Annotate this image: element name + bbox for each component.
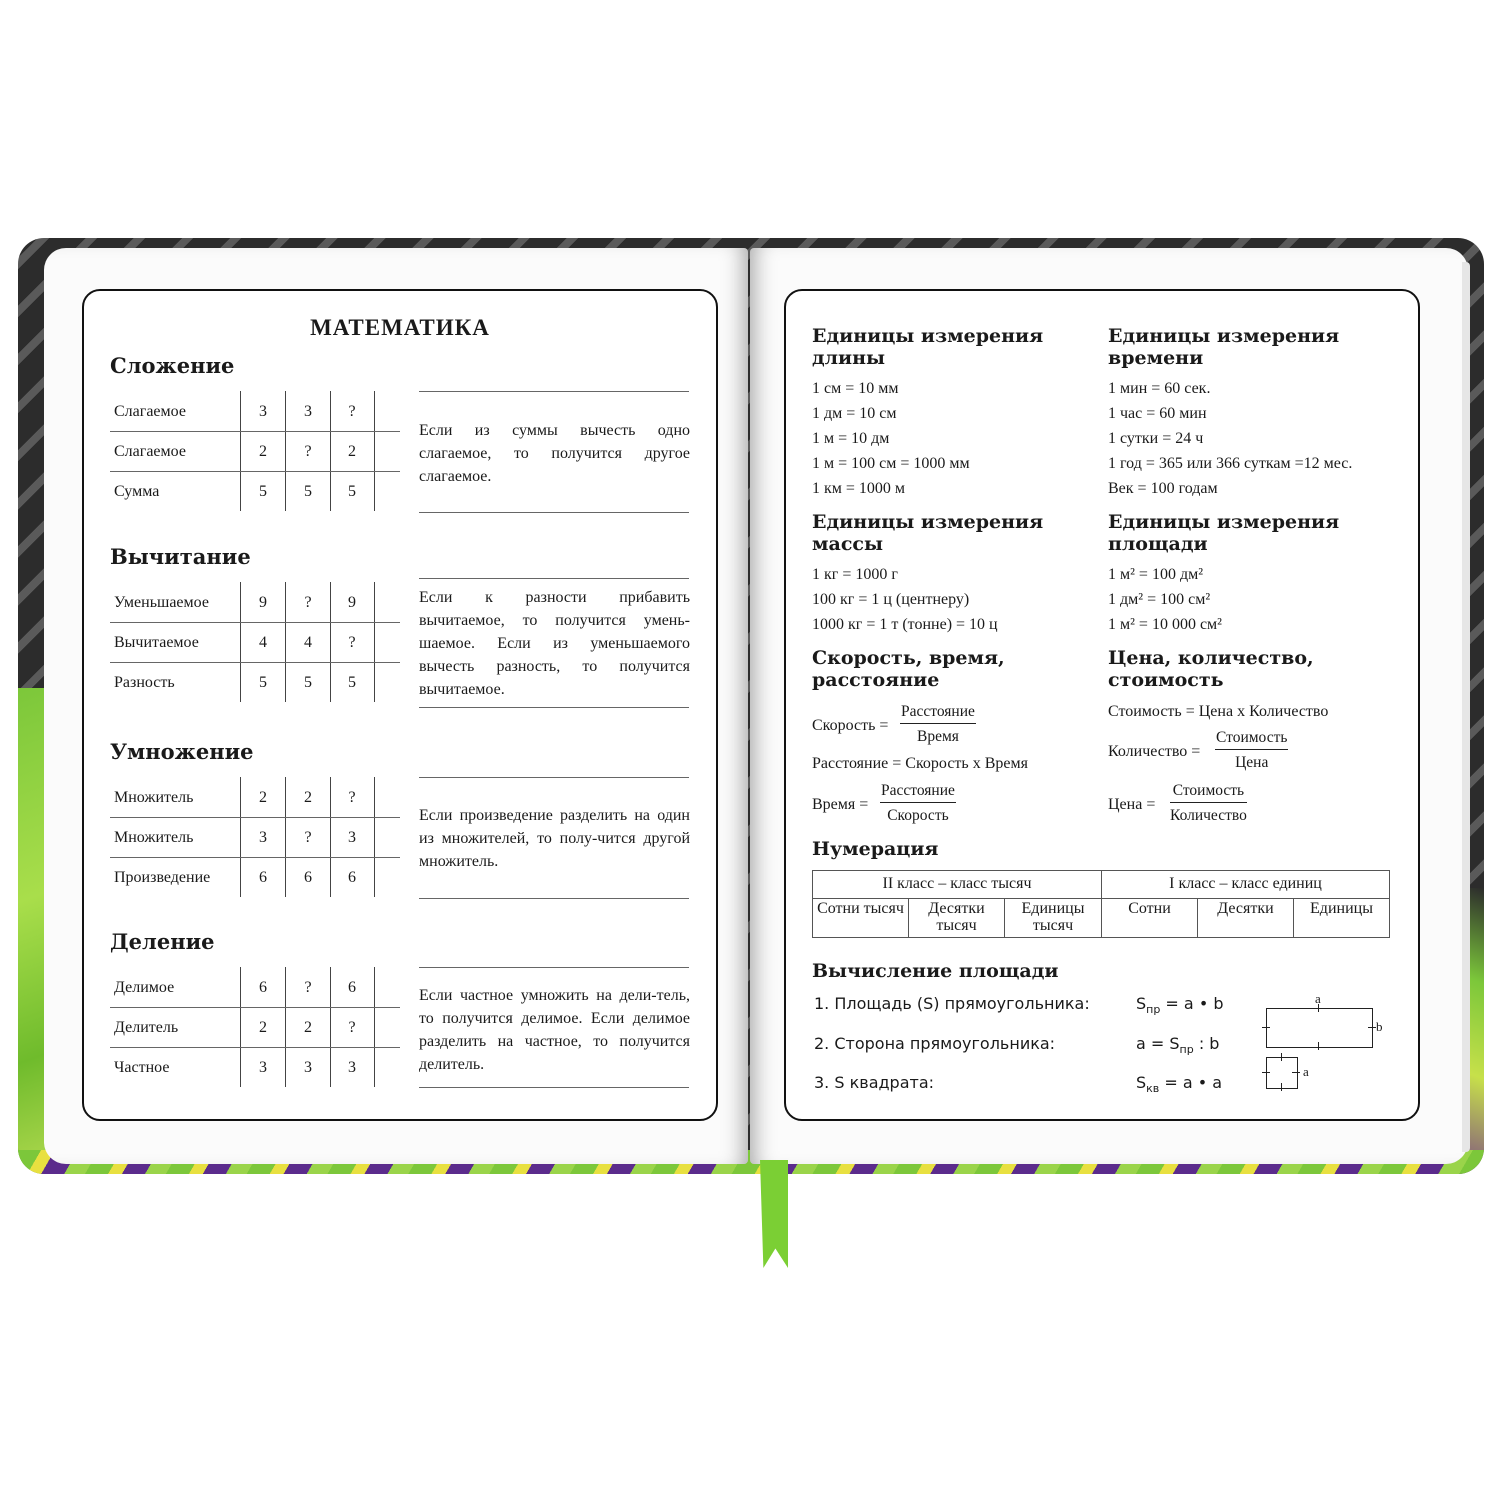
table-cell: ?	[348, 634, 356, 651]
table-cell: 3	[304, 1059, 312, 1076]
rule-text: Если частное умножить на дели-тель, то получится делимое. Если делимое разделить на частное, то получится делитель.	[419, 987, 690, 1073]
table-cell: 3	[304, 403, 312, 420]
table-cell: 3	[259, 403, 267, 420]
length-line: 1 км = 1000 м	[812, 480, 906, 497]
table-cell: 4	[259, 634, 267, 651]
row-label: Делимое	[114, 979, 175, 996]
fraction-numerator: Стоимость	[1170, 782, 1247, 803]
table-cell: ?	[348, 403, 356, 420]
row-label: Делитель	[114, 1019, 179, 1036]
table-cell: Единицы	[1310, 900, 1373, 917]
time-line: 1 сутки = 24 ч	[1108, 430, 1204, 447]
table-cell: 6	[348, 869, 356, 886]
table-cell: Сотни тысяч	[813, 899, 909, 938]
rule-line	[419, 391, 689, 392]
table-header: I класс – класс единиц	[1102, 871, 1389, 899]
rectangle-diagram	[1266, 1008, 1373, 1048]
section-title: Умножение	[110, 739, 254, 764]
row-label: Множитель	[114, 829, 194, 846]
price-formula-lhs: Цена =	[1108, 796, 1156, 813]
square-tick	[1292, 1072, 1300, 1073]
table-cell: ?	[304, 829, 312, 846]
table-cell: 3	[348, 829, 356, 846]
table-cell: 6	[259, 979, 267, 996]
side-label-a: a	[1303, 1064, 1309, 1079]
numeration-title: Нумерация	[812, 838, 939, 860]
table-cell: Десятки тысяч	[909, 899, 1005, 938]
math-left-panel	[82, 289, 718, 1121]
rule-line	[419, 777, 689, 778]
length-line: 1 дм = 10 см	[812, 405, 897, 422]
section-division	[84, 867, 716, 1097]
row-label: Сумма	[114, 483, 160, 500]
section-addition	[84, 291, 716, 500]
square-diagram	[1266, 1057, 1298, 1089]
time-line: 1 год = 365 или 366 суткам =12 мес.	[1108, 455, 1353, 472]
fraction-numerator: Расстояние	[900, 703, 976, 724]
time-units-title: Единицы измерения времени	[1108, 325, 1340, 369]
time-formula-lhs: Время =	[812, 796, 869, 813]
length-units-title: Единицы измерения длины	[812, 325, 1044, 369]
row-label: Слагаемое	[114, 443, 186, 460]
page-edges	[1462, 262, 1470, 1152]
square-tick	[1281, 1053, 1282, 1061]
cost-formula: Стоимость = Цена х Количество	[1108, 703, 1329, 720]
rule-line	[419, 1087, 689, 1088]
table-cell: 2	[259, 789, 267, 806]
speed-formula-lhs: Скорость =	[812, 717, 889, 734]
rule-text: Если к разности прибавить вычитаемое, то получится умень-шаемое. Если из уменьшаемого вычесть разность, то получится вычитаемое.	[419, 589, 690, 698]
price-fraction	[1170, 782, 1247, 825]
page-title: МАТЕМАТИКА	[310, 315, 490, 340]
table-divider	[110, 857, 400, 858]
table-cell: ?	[304, 594, 312, 611]
area-calc-title: Вычисление площади	[812, 960, 1059, 982]
row-label: Множитель	[114, 789, 194, 806]
row-label: Слагаемое	[114, 403, 186, 420]
square-tick	[1262, 1072, 1270, 1073]
area-line: 1 дм² = 100 см²	[1108, 591, 1211, 608]
table-cell: 2	[304, 789, 312, 806]
rule-line	[419, 578, 689, 579]
area-item: 2. Сторона прямоугольника:	[814, 1034, 1056, 1053]
fraction-denominator: Количество	[1170, 807, 1247, 824]
table-header: II класс – класс тысяч	[813, 871, 1102, 899]
table-cell: 2	[259, 443, 267, 460]
numeration-table	[812, 870, 1390, 938]
formula-rest: : b	[1193, 1034, 1220, 1053]
speed-fraction	[900, 703, 976, 746]
table-cell: ?	[348, 789, 356, 806]
side-formula	[1136, 1034, 1219, 1056]
time-line: 1 час = 60 мин	[1108, 405, 1207, 422]
area-item: 1. Площадь (S) прямоугольника:	[814, 994, 1090, 1013]
table-cell: 5	[348, 483, 356, 500]
table-cell: 6	[259, 869, 267, 886]
table-cell: 2	[348, 443, 356, 460]
area-line: 1 м² = 10 000 см²	[1108, 616, 1222, 633]
section-subtraction	[84, 482, 716, 698]
formula-rest: = a • a	[1159, 1073, 1223, 1092]
table-cell: 6	[348, 979, 356, 996]
table-cell: 4	[304, 634, 312, 651]
section-title: Вычитание	[110, 544, 251, 569]
time-fraction	[880, 782, 956, 825]
section-title: Сложение	[110, 353, 235, 378]
table-cell: 5	[348, 674, 356, 691]
mass-line: 1000 кг = 1 т (тонне) = 10 ц	[812, 616, 998, 633]
bookmark-ribbon	[760, 1160, 788, 1268]
table-cell: 3	[259, 1059, 267, 1076]
section-multiplication	[84, 677, 716, 886]
formula-symbol: a = S	[1136, 1034, 1180, 1053]
table-cell: 5	[259, 674, 267, 691]
distance-formula: Расстояние = Скорость х Время	[812, 755, 1028, 772]
length-line: 1 м = 10 дм	[812, 430, 890, 447]
quantity-fraction	[1215, 729, 1288, 772]
square-formula	[1136, 1073, 1222, 1095]
table-cell: Сотни	[1102, 899, 1198, 938]
table-cell: 9	[259, 594, 267, 611]
table-cell: 3	[259, 829, 267, 846]
table-cell: 2	[304, 1019, 312, 1036]
time-line: 1 мин = 60 сек.	[1108, 380, 1211, 397]
rectangle-tick	[1262, 1027, 1270, 1028]
table-cell: 9	[348, 594, 356, 611]
rule-text: Если из суммы вычесть одно слагаемое, то получится другое слагаемое.	[419, 422, 690, 485]
square-tick	[1281, 1083, 1282, 1091]
area-line: 1 м² = 100 дм²	[1108, 566, 1204, 583]
table-divider	[110, 471, 400, 472]
table-cell: 5	[304, 674, 312, 691]
fraction-denominator: Время	[916, 728, 959, 745]
formula-subscript: пр	[1146, 1003, 1161, 1017]
row-label: Вычитаемое	[114, 634, 199, 651]
fraction-numerator: Стоимость	[1215, 729, 1288, 750]
side-label-b: b	[1376, 1019, 1383, 1034]
fraction-denominator: Цена	[1235, 754, 1269, 771]
table-divider	[330, 967, 331, 1087]
mass-line: 100 кг = 1 ц (центнеру)	[812, 591, 970, 608]
fraction-denominator: Скорость	[887, 807, 949, 824]
table-divider	[374, 967, 375, 1087]
row-label: Уменьшаемое	[114, 594, 209, 611]
table-cell: Единицы тысяч	[1005, 899, 1102, 938]
table-cell: 6	[304, 869, 312, 886]
row-label: Произведение	[114, 869, 211, 886]
price-title: Цена, количество, стоимость	[1108, 647, 1314, 691]
table-cell: 5	[304, 483, 312, 500]
table-cell: 2	[259, 1019, 267, 1036]
formula-rest: = a • b	[1160, 994, 1224, 1013]
speed-title: Скорость, время, расстояние	[812, 647, 1005, 691]
table-cell: ?	[348, 1019, 356, 1036]
length-line: 1 м = 100 см = 1000 мм	[812, 455, 970, 472]
formula-symbol: S	[1136, 994, 1147, 1013]
table-cell: ?	[304, 979, 312, 996]
table-divider	[240, 967, 241, 1087]
table-cell: Десятки	[1198, 899, 1294, 938]
formula-subscript: кв	[1146, 1082, 1160, 1096]
row-label: Частное	[114, 1059, 170, 1076]
rectangle-tick	[1368, 1027, 1376, 1028]
table-divider	[110, 1007, 400, 1008]
side-label-a: a	[1315, 991, 1321, 1006]
table-divider	[110, 1047, 400, 1048]
table-divider	[110, 817, 400, 818]
length-line: 1 см = 10 мм	[812, 380, 899, 397]
row-label: Разность	[114, 674, 175, 691]
fraction-numerator: Расстояние	[880, 782, 956, 803]
area-formula	[1136, 994, 1224, 1016]
table-divider	[285, 967, 286, 1087]
formula-subscript: пр	[1179, 1043, 1194, 1057]
math-right-panel	[784, 289, 1420, 1121]
table-divider	[110, 662, 400, 663]
mass-units-title: Единицы измерения массы	[812, 511, 1044, 555]
rule-text: Если произведение разделить на один из множителей, то полу-чится другой множитель.	[419, 807, 690, 870]
formula-symbol: S	[1136, 1073, 1147, 1092]
rule-line	[419, 967, 689, 968]
mass-line: 1 кг = 1000 г	[812, 566, 898, 583]
rectangle-tick	[1318, 1042, 1319, 1050]
table-cell: ?	[304, 443, 312, 460]
quantity-formula-lhs: Количество =	[1108, 743, 1201, 760]
area-units-title: Единицы измерения площади	[1108, 511, 1340, 555]
table-divider	[110, 431, 400, 432]
area-item: 3. S квадрата:	[814, 1073, 935, 1092]
table-divider	[110, 622, 400, 623]
table-cell: 3	[348, 1059, 356, 1076]
section-title: Деление	[110, 929, 215, 954]
table-cell: 5	[259, 483, 267, 500]
time-line: Век = 100 годам	[1108, 480, 1218, 497]
